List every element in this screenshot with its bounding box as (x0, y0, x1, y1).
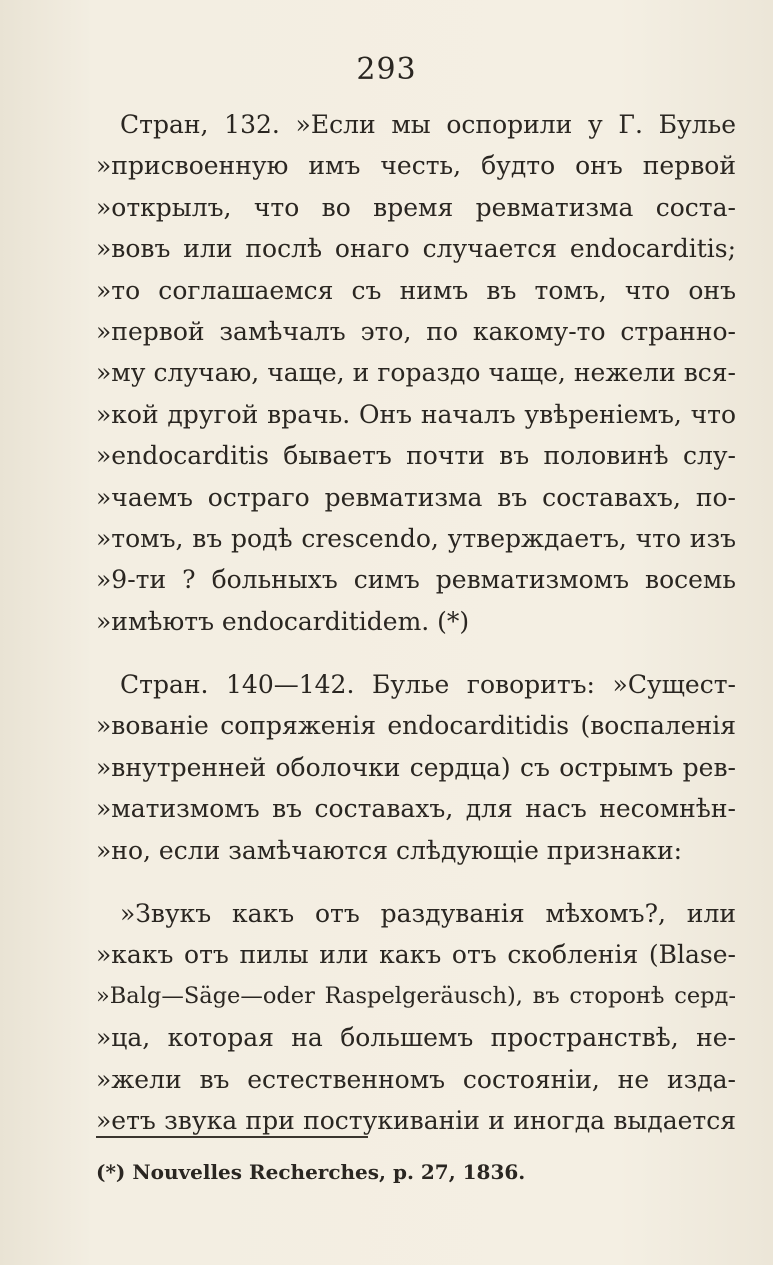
text-line: »то соглашаемся съ нимъ въ томъ, что онъ (96, 275, 736, 305)
text-line: »ца, которая на большемъ пространствѣ, не- (96, 1023, 736, 1053)
body-text (96, 104, 736, 1163)
text-line: Стран, 132. »Если мы оспорили у Г. Булье (120, 110, 736, 139)
text-line: »кой другой врачь. Онъ началъ увѣреніемъ, что (96, 399, 736, 429)
text-line: »внутренней оболочки сердца) съ острымъ рев- (96, 752, 736, 782)
text-line: »присвоенную имъ честь, будто онъ первой (96, 151, 736, 181)
text-line: Стран. 140—142. Булье говоритъ: »Сущест- (120, 670, 736, 700)
text-line: »но, если замѣчаются слѣдующіе признаки: (96, 835, 683, 865)
footnote-divider (96, 1136, 368, 1138)
text-line: »9-ти ? больныхъ симъ ревматизмомъ восемь (96, 565, 736, 595)
text-line: »Звукъ какъ отъ раздуванія мѣхомъ?, или (120, 899, 736, 929)
text-line: »томъ, въ родѣ crescendo, утверждаетъ, что изъ (96, 523, 736, 553)
text-line: »му случаю, чаще, и гораздо чаще, нежели вся- (96, 358, 736, 388)
text-line: »етъ звука при постукиваніи и иногда выдается (96, 1105, 736, 1135)
text-line: »чаемъ остраго ревматизма въ составахъ, по- (96, 482, 736, 512)
paragraph-2 (96, 664, 736, 871)
text-line: »какъ отъ пилы или какъ отъ скобленія (Blase- (96, 940, 736, 970)
footnote: (*) Nouvelles Recherches, p. 27, 1836. (96, 1160, 526, 1184)
text-line: »открылъ, что во время ревматизма соста- (96, 192, 736, 222)
text-line: »вовъ или послѣ онаго случается endocarditis; (96, 234, 736, 264)
text-line: »матизмомъ въ составахъ, для насъ несомнѣн- (96, 794, 736, 824)
text-line: »жели въ естественномъ состояніи, не изда- (96, 1064, 736, 1094)
text-line: »имѣютъ endocarditidem. (*) (96, 606, 470, 636)
paragraph-3 (96, 893, 736, 1141)
text-line: »первой замѣчалъ это, по какому-то странно- (96, 316, 736, 346)
page-number: 293 (356, 52, 417, 87)
text-line: »endocarditis бываетъ почти въ половинѣ слу- (96, 441, 736, 471)
paragraph-1 (96, 104, 736, 642)
text-line: »вованіе сопряженія endocarditidis (воспаленія (96, 711, 736, 741)
text-line: »Balg—Säge—oder Raspelgeräusch), въ сторонѣ серд- (96, 982, 736, 1009)
